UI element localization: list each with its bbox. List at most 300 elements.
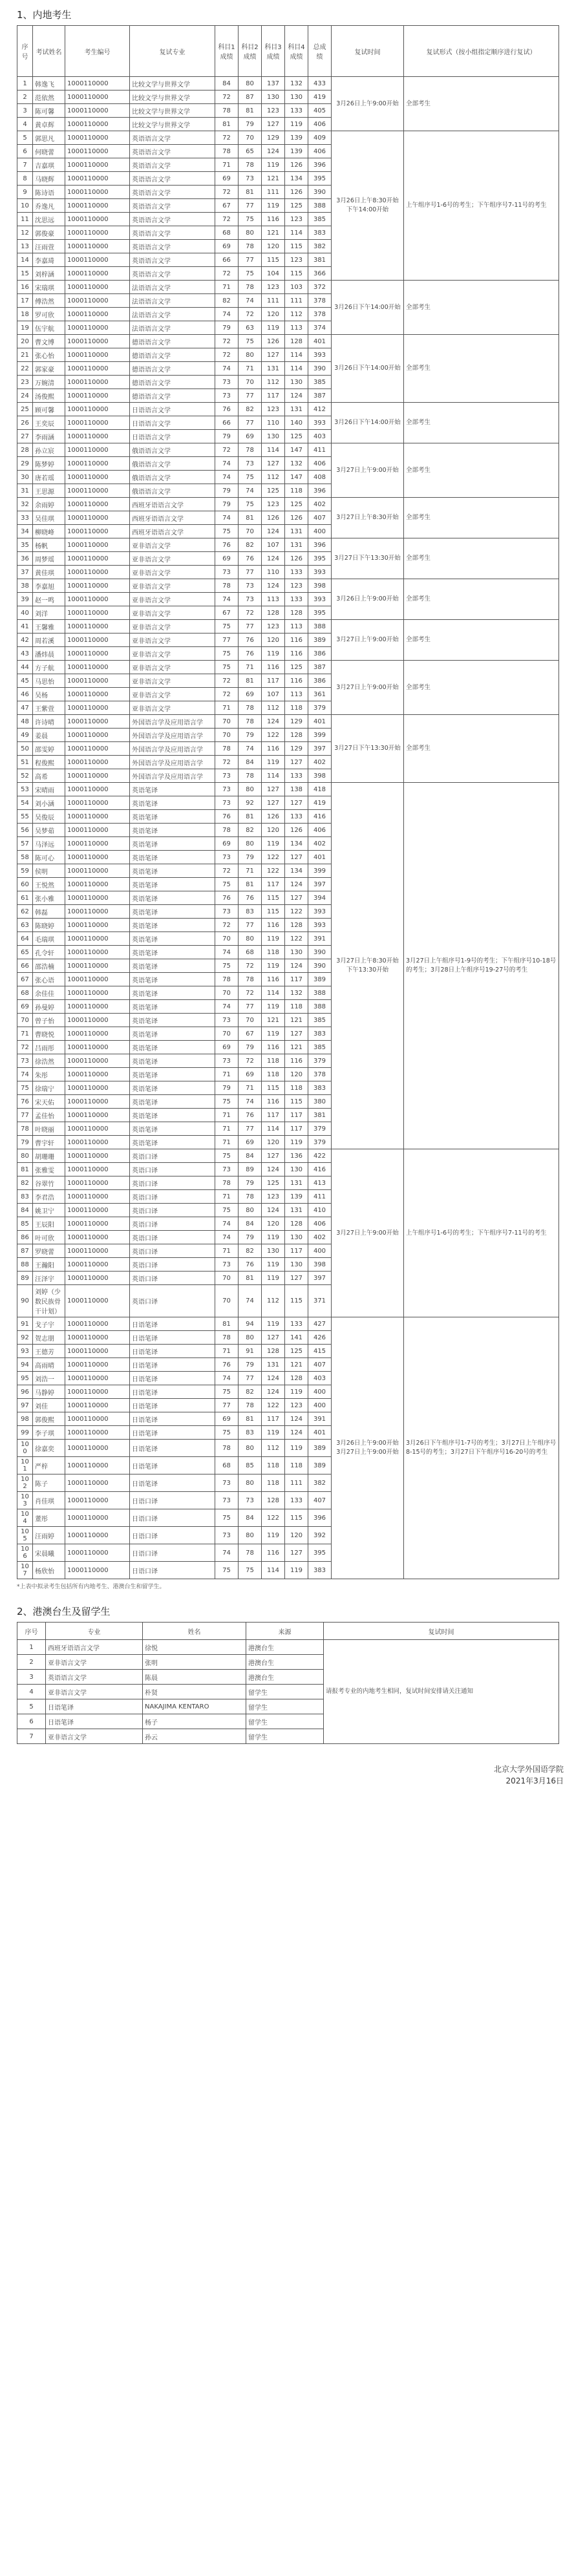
total-score: 379 [308,1136,332,1149]
candidate-name: 李君浩 [33,1190,65,1204]
candidate-name: 叶晓丽 [33,1122,65,1136]
candidate-name: 王悦然 [33,878,65,891]
candidate-name: 汪雨萱 [33,240,65,253]
score-3: 119 [262,1231,285,1244]
table-row [17,579,559,593]
score-3: 131 [262,1358,285,1372]
major: 俄语语言文学 [130,457,215,471]
score-1: 74 [215,1000,239,1014]
score-2: 79 [239,1358,262,1372]
score-4: 116 [285,674,308,688]
score-4: 117 [285,1109,308,1122]
table-row [17,403,559,416]
row-index: 52 [17,769,33,783]
total-score: 402 [308,1231,332,1244]
score-3: 124 [262,1372,285,1385]
score-2: 75 [239,498,262,511]
candidate-id: 1000110000 [65,1149,130,1163]
score-1: 75 [215,1509,239,1527]
candidate-id: 1000110000 [65,647,130,661]
score-2: 91 [239,1345,262,1358]
total-score: 393 [308,566,332,579]
table-row [17,131,559,145]
score-1: 72 [215,348,239,362]
major: 英语笔译 [130,1109,215,1122]
interview-time: 3月26日上午8:30开始 下午14:00开始 [332,131,404,281]
score-4: 120 [285,1527,308,1544]
score-3: 119 [262,1000,285,1014]
score-1: 72 [215,688,239,701]
row-index: 62 [17,905,33,919]
row-index: 19 [17,321,33,335]
score-4: 127 [285,1272,308,1285]
score-2: 71 [239,1081,262,1095]
table-mainland [17,25,559,1579]
candidate-id: 1000110000 [65,471,130,484]
total-score: 410 [308,1204,332,1217]
score-1: 68 [215,1457,239,1474]
score-3: 113 [262,593,285,606]
score-2: 79 [239,1041,262,1054]
score-4: 116 [285,633,308,647]
score-1: 71 [215,158,239,172]
row-index: 7 [17,158,33,172]
score-2: 84 [239,756,262,769]
score-2: 76 [239,1258,262,1272]
candidate-id: 1000110000 [65,525,130,538]
candidate-id: 1000110000 [65,959,130,973]
candidate-id: 1000110000 [65,769,130,783]
candidate-name: 陈可馨 [33,104,65,118]
candidate-name: 朱彤 [33,1068,65,1081]
total-score: 396 [308,158,332,172]
candidate-id: 1000110000 [65,1027,130,1041]
table-overseas [17,1622,559,1744]
score-3: 122 [262,1509,285,1527]
total-score: 402 [308,756,332,769]
candidate-id: 1000110000 [65,1385,130,1399]
interview-time: 3月27日下午13:30开始 [332,715,404,783]
major: 亚非语言文学 [130,661,215,674]
total-score: 400 [308,525,332,538]
score-1: 73 [215,783,239,796]
score-2: 78 [239,443,262,457]
row-index: 1 [17,1640,46,1655]
major: 英语笔译 [130,891,215,905]
score-4: 147 [285,471,308,484]
major: 俄语语言文学 [130,484,215,498]
score-3: 119 [262,1027,285,1041]
score-2: 77 [239,253,262,267]
score-2: 80 [239,77,262,90]
total-score: 361 [308,688,332,701]
row-index: 69 [17,1000,33,1014]
column-header: 复试形式（按小组指定顺序进行复试） [404,26,559,77]
total-score: 397 [308,878,332,891]
total-score: 388 [308,620,332,633]
table-row [17,443,559,457]
score-3: 126 [262,335,285,348]
major: 亚非语言文学 [130,538,215,552]
score-3: 124 [262,145,285,158]
score-2: 77 [239,1000,262,1014]
score-1: 71 [215,1244,239,1258]
score-3: 130 [262,1244,285,1258]
score-1: 78 [215,824,239,837]
interview-time: 3月26日下午14:00开始 [332,403,404,443]
score-4: 118 [285,1000,308,1014]
score-4: 139 [285,145,308,158]
total-score: 393 [308,919,332,932]
row-index: 10 [17,199,33,213]
candidate-id: 1000110000 [65,1068,130,1081]
major: 英语笔译 [130,1136,215,1149]
candidate-name: 陈可心 [33,851,65,864]
row-index: 13 [17,240,33,253]
major: 日语笔译 [130,1317,215,1331]
total-score: 409 [308,131,332,145]
score-2: 67 [239,1027,262,1041]
score-3: 114 [262,1562,285,1579]
candidate-name: 韩磊 [33,905,65,919]
score-1: 74 [215,471,239,484]
candidate-name: 胡珊珊 [33,1149,65,1163]
score-1: 71 [215,1122,239,1136]
candidate-id: 1000110000 [65,986,130,1000]
total-score: 397 [308,1272,332,1285]
score-4: 113 [285,321,308,335]
major: 日语语言文学 [130,430,215,443]
score-4: 134 [285,172,308,186]
total-score: 371 [308,1285,332,1317]
table-row [17,1640,559,1655]
candidate-id: 1000110000 [65,362,130,376]
candidate-id: 1000110000 [65,1136,130,1149]
row-index: 58 [17,851,33,864]
score-3: 110 [262,416,285,430]
score-3: 126 [262,810,285,824]
score-3: 124 [262,715,285,729]
candidate-id: 1000110000 [65,837,130,851]
total-score: 366 [308,267,332,281]
score-2: 74 [239,294,262,308]
candidate-name: 孙云 [143,1729,246,1744]
major: 英语笔译 [130,783,215,796]
total-score: 381 [308,1109,332,1122]
total-score: 398 [308,579,332,593]
score-2: 78 [239,769,262,783]
score-4: 116 [285,647,308,661]
score-4: 114 [285,348,308,362]
row-index: 8 [17,172,33,186]
score-2: 81 [239,878,262,891]
total-score: 406 [308,118,332,131]
score-1: 70 [215,986,239,1000]
candidate-name: 董彤 [33,1509,65,1527]
candidate-name: 王馨雅 [33,620,65,633]
total-score: 400 [308,1244,332,1258]
candidate-name: 曹文博 [33,335,65,348]
major: 英语口译 [130,1244,215,1258]
candidate-name: 黄卓辉 [33,118,65,131]
score-4: 119 [285,1562,308,1579]
score-1: 73 [215,566,239,579]
major: 亚非语言文学 [130,579,215,593]
row-index: 2 [17,90,33,104]
major: 英语语言文学 [130,226,215,240]
candidate-id: 1000110000 [65,1122,130,1136]
score-3: 125 [262,484,285,498]
major: 日语笔译 [130,1412,215,1426]
score-2: 82 [239,824,262,837]
score-3: 127 [262,1331,285,1345]
row-index: 105 [17,1527,33,1544]
candidate-id: 1000110000 [65,1204,130,1217]
score-4: 133 [285,104,308,118]
column-header: 科目1成绩 [215,26,239,77]
score-2: 72 [239,986,262,1000]
row-index: 53 [17,783,33,796]
score-1: 72 [215,90,239,104]
candidate-id: 1000110000 [65,1317,130,1331]
score-4: 139 [285,131,308,145]
candidate-name: 罗晓蕾 [33,1244,65,1258]
row-index: 34 [17,525,33,538]
row-index: 18 [17,308,33,321]
row-index: 76 [17,1095,33,1109]
total-score: 390 [308,186,332,199]
candidate-name: 郭思凡 [33,131,65,145]
score-1: 73 [215,851,239,864]
score-1: 70 [215,1027,239,1041]
score-3: 119 [262,1272,285,1285]
candidate-id: 1000110000 [65,1399,130,1412]
major: 西班牙语语言文学 [130,498,215,511]
candidate-name: 黄佳琪 [33,566,65,579]
score-3: 124 [262,1385,285,1399]
source: 港澳台生 [246,1640,324,1655]
candidate-id: 1000110000 [65,579,130,593]
candidate-name: 刘洋 [33,606,65,620]
row-index: 15 [17,267,33,281]
candidate-id: 1000110000 [65,267,130,281]
score-3: 117 [262,1412,285,1426]
score-1: 75 [215,1095,239,1109]
total-score: 401 [308,335,332,348]
row-index: 71 [17,1027,33,1041]
candidate-id: 1000110000 [65,1041,130,1054]
score-3: 137 [262,77,285,90]
row-index: 44 [17,661,33,674]
candidate-id: 1000110000 [65,810,130,824]
row-index: 93 [17,1345,33,1358]
interview-time: 请报考专业的内地考生相同，复试时间安排请关注通知 [324,1640,559,1744]
total-score: 381 [308,253,332,267]
row-index: 87 [17,1244,33,1258]
major: 英语笔译 [130,1068,215,1081]
score-3: 129 [262,131,285,145]
score-3: 118 [262,1457,285,1474]
major: 德语语言文学 [130,335,215,348]
score-1: 72 [215,864,239,878]
interview-time: 3月26日上午9:00开始 3月27日上午9:00开始 [332,1317,404,1579]
score-4: 122 [285,905,308,919]
candidate-id: 1000110000 [65,1109,130,1122]
major: 英语笔译 [130,1027,215,1041]
candidate-id: 1000110000 [65,1509,130,1527]
candidate-name: NAKAJIMA KENTARO [143,1699,246,1714]
score-1: 73 [215,1163,239,1176]
score-1: 67 [215,199,239,213]
score-3: 123 [262,281,285,294]
score-2: 81 [239,104,262,118]
candidate-name: 柳晓峰 [33,525,65,538]
score-1: 72 [215,267,239,281]
score-4: 133 [285,769,308,783]
score-4: 118 [285,484,308,498]
major: 亚非语言文学 [130,688,215,701]
score-1: 73 [215,769,239,783]
total-score: 411 [308,443,332,457]
candidate-name: 刘浩一 [33,1372,65,1385]
major: 亚非语言文学 [130,552,215,566]
score-3: 121 [262,1014,285,1027]
candidate-name: 王紫萱 [33,701,65,715]
major: 英语笔译 [130,1041,215,1054]
total-score: 396 [308,484,332,498]
score-3: 120 [262,824,285,837]
candidate-id: 1000110000 [65,308,130,321]
total-score: 408 [308,471,332,484]
row-index: 100 [17,1440,33,1457]
major: 英语口译 [130,1163,215,1176]
candidate-id: 1000110000 [65,593,130,606]
major: 英语语言文学 [130,267,215,281]
score-1: 75 [215,959,239,973]
row-index: 82 [17,1176,33,1190]
major: 日语笔译 [130,1345,215,1358]
candidate-name: 伍宇航 [33,321,65,335]
candidate-id: 1000110000 [65,1258,130,1272]
score-3: 118 [262,1068,285,1081]
score-4: 124 [285,959,308,973]
candidate-name: 马静婷 [33,1385,65,1399]
score-1: 75 [215,1426,239,1440]
total-score: 407 [308,511,332,525]
score-3: 118 [262,1474,285,1492]
candidate-name: 张明 [143,1655,246,1670]
major: 日语笔译 [130,1372,215,1385]
score-1: 69 [215,1412,239,1426]
score-2: 73 [239,457,262,471]
total-score: 393 [308,593,332,606]
row-index: 43 [17,647,33,661]
candidate-id: 1000110000 [65,606,130,620]
score-3: 114 [262,769,285,783]
candidate-name: 李雨涵 [33,430,65,443]
candidate-id: 1000110000 [65,1244,130,1258]
total-score: 426 [308,1331,332,1345]
score-1: 71 [215,1345,239,1358]
score-4: 123 [285,1399,308,1412]
score-1: 71 [215,1109,239,1122]
total-score: 406 [308,1217,332,1231]
score-3: 127 [262,457,285,471]
row-index: 64 [17,932,33,946]
score-4: 117 [285,1244,308,1258]
major: 日语笔译 [130,1358,215,1372]
major: 日语笔译 [130,1440,215,1457]
score-3: 112 [262,1285,285,1317]
score-1: 73 [215,376,239,389]
candidate-id: 1000110000 [65,824,130,837]
score-2: 77 [239,919,262,932]
score-4: 128 [285,606,308,620]
candidate-name: 汪泽宇 [33,1272,65,1285]
score-2: 76 [239,891,262,905]
major: 英语笔译 [130,824,215,837]
score-3: 104 [262,267,285,281]
total-score: 391 [308,932,332,946]
major: 英语语言文学 [130,253,215,267]
score-2: 82 [239,538,262,552]
score-3: 118 [262,1054,285,1068]
score-3: 114 [262,986,285,1000]
interview-time: 3月27日上午9:00开始 [332,620,404,661]
major: 英语语言文学 [130,158,215,172]
score-1: 71 [215,281,239,294]
score-4: 123 [285,213,308,226]
total-score: 379 [308,701,332,715]
candidate-name: 高希 [33,769,65,783]
score-4: 121 [285,1014,308,1027]
table-row [17,661,559,674]
row-index: 66 [17,959,33,973]
section2-title: 2、港澳台生及留学生 [17,1606,111,1617]
footer-date: 2021年3月16日 [505,1776,564,1785]
total-score: 383 [308,1027,332,1041]
row-index: 25 [17,403,33,416]
score-3: 115 [262,891,285,905]
column-header: 科目3成绩 [262,26,285,77]
candidate-name: 张心怡 [33,348,65,362]
major: 英语笔译 [130,973,215,986]
row-index: 81 [17,1163,33,1176]
score-3: 112 [262,376,285,389]
major: 亚非语言文学 [46,1729,143,1744]
candidate-id: 1000110000 [65,1095,130,1109]
major: 外国语言学及应用语言学 [130,756,215,769]
total-score: 387 [308,389,332,403]
score-4: 141 [285,1331,308,1345]
candidate-name: 毛瑞琪 [33,932,65,946]
row-index: 80 [17,1149,33,1163]
column-header: 姓名 [143,1623,246,1640]
score-1: 75 [215,1562,239,1579]
total-score: 422 [308,1149,332,1163]
candidate-id: 1000110000 [65,1163,130,1176]
candidate-name: 李嘉琦 [33,253,65,267]
candidate-name: 徐瑞宁 [33,1081,65,1095]
total-score: 403 [308,430,332,443]
score-2: 80 [239,348,262,362]
candidate-name: 宋瑞琪 [33,281,65,294]
row-index: 6 [17,145,33,158]
total-score: 419 [308,796,332,810]
score-2: 80 [239,1527,262,1544]
major: 西班牙语语言文学 [130,525,215,538]
candidate-id: 1000110000 [65,729,130,742]
